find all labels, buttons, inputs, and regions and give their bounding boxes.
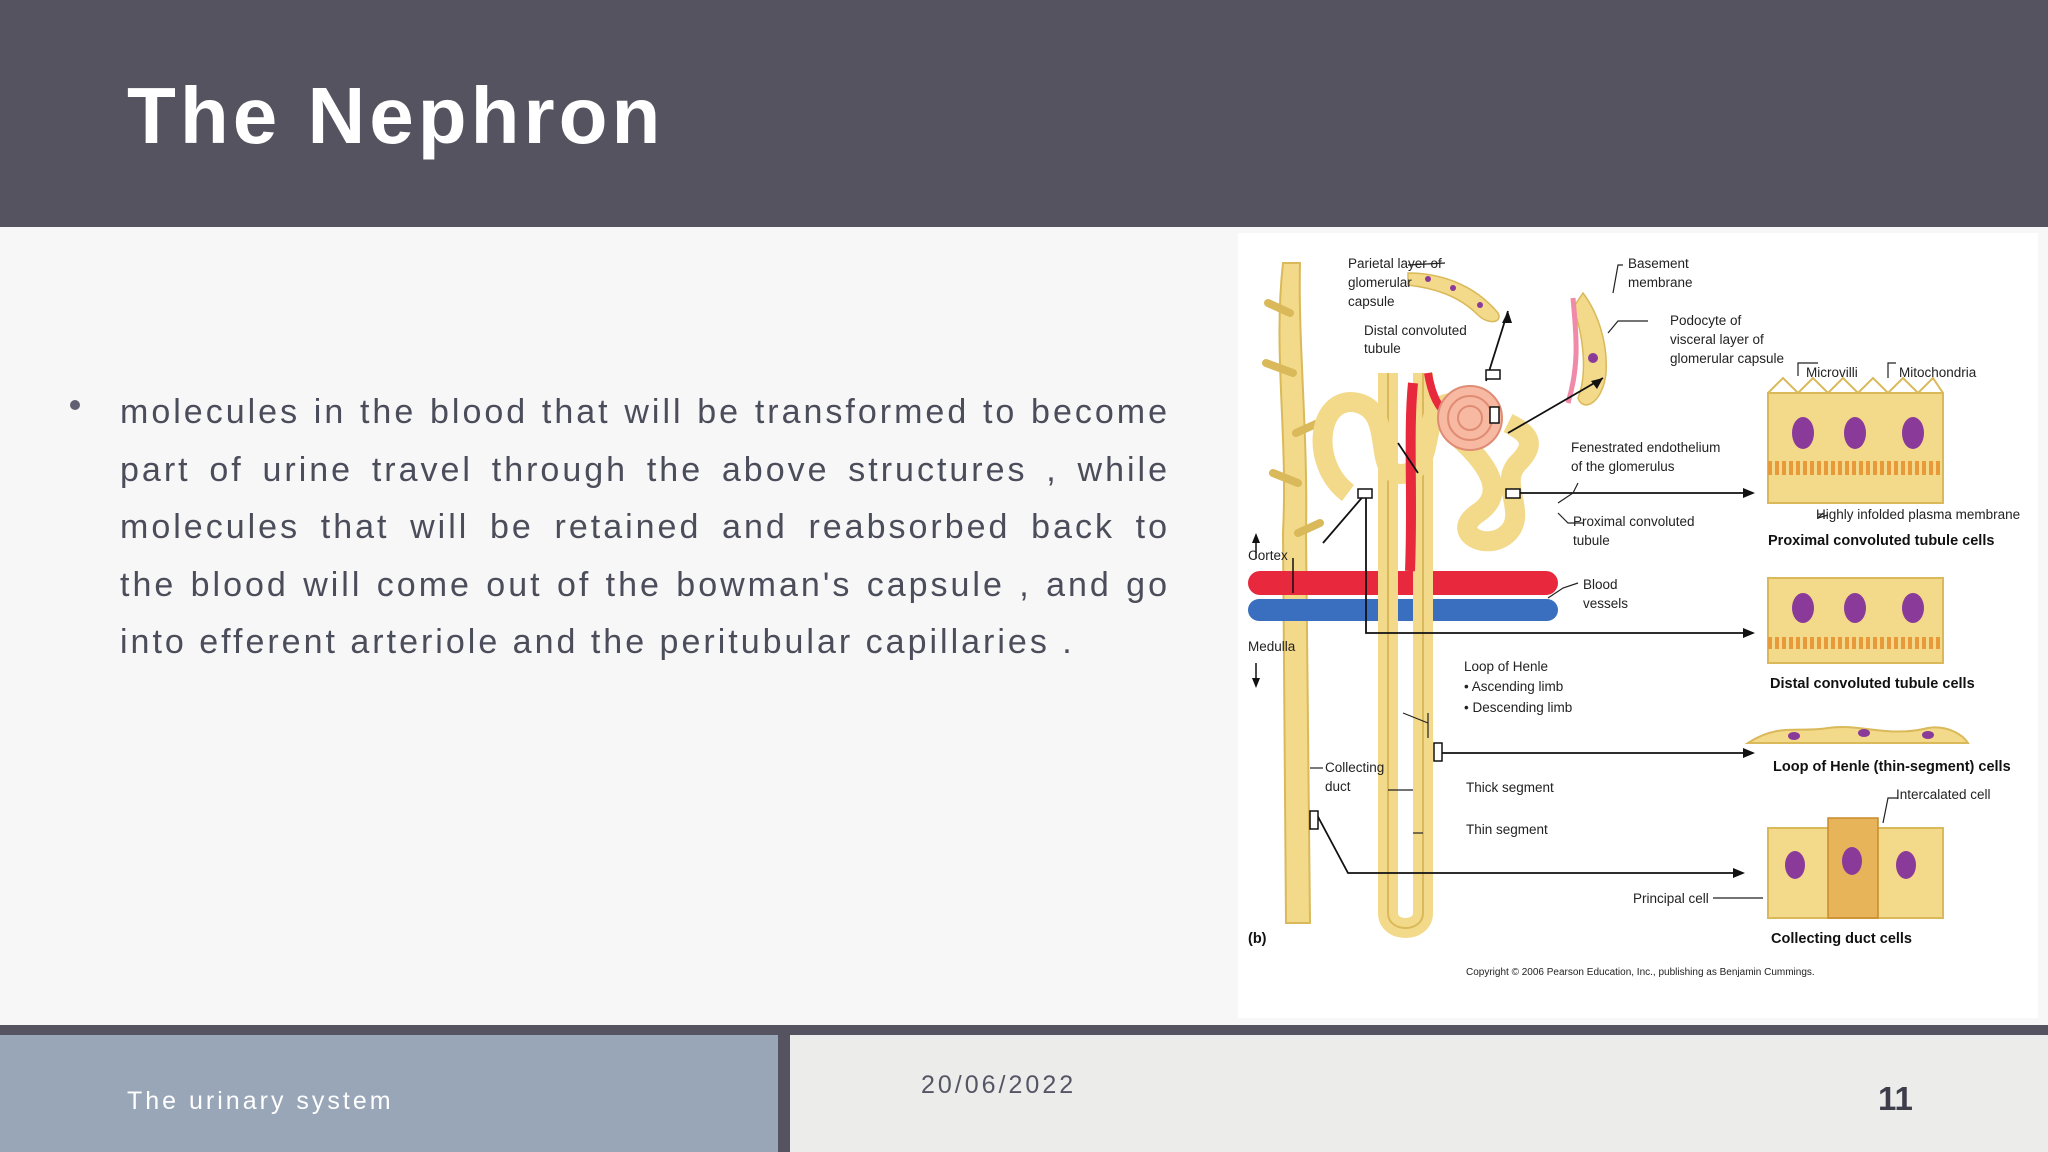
label-collecting-2: duct — [1325, 779, 1351, 794]
label-infolded: Highly infolded plasma membrane — [1816, 507, 2021, 522]
label-distal-tubule-1: Distal convoluted — [1364, 323, 1467, 338]
label-blood-vessels-2: vessels — [1583, 596, 1629, 611]
label-basement-1: Basement — [1628, 256, 1689, 271]
label-distal-cells: Distal convoluted tubule cells — [1770, 676, 1975, 692]
label-loop-3: • Descending limb — [1464, 700, 1573, 715]
bullet-text: molecules in the blood that will be transformed to become part of urine travel through the above structures , while molecules that will be retained and reabsorbed back to the blood will come out of the bowman's capsule , and go into efferent arteriole and the peritubular capillaries . — [120, 393, 1170, 661]
nephron-diagram — [1238, 233, 2038, 1018]
distal-cells-panel — [1768, 578, 1943, 663]
footer-subject: The urinary system — [127, 1087, 394, 1115]
bullet-dot-icon — [70, 400, 80, 410]
nephron-figure — [1238, 233, 2038, 1018]
label-blood-vessels-1: Blood — [1583, 577, 1618, 592]
label-parietal-1: Parietal layer of — [1348, 256, 1442, 271]
label-podocyte-1: Podocyte of — [1670, 313, 1742, 328]
label-fenestrated-2: of the glomerulus — [1571, 459, 1675, 474]
artery-band — [1248, 571, 1558, 595]
label-thin: Thin segment — [1466, 822, 1548, 837]
label-microvilli: Microvilli — [1806, 365, 1858, 380]
label-parietal-3: capsule — [1348, 294, 1395, 309]
label-copyright: Copyright © 2006 Pearson Education, Inc., publishing as Benjamin Cummings. — [1466, 967, 1815, 978]
label-mitochondria: Mitochondria — [1899, 365, 1977, 380]
label-cortex: Cortex — [1248, 548, 1288, 563]
label-medulla: Medulla — [1248, 639, 1296, 654]
label-podocyte-3: glomerular capsule — [1670, 351, 1785, 366]
label-principal: Principal cell — [1633, 891, 1709, 906]
label-loop-cells: Loop of Henle (thin-segment) cells — [1773, 759, 2011, 775]
label-b: (b) — [1248, 931, 1267, 947]
label-intercalated: Intercalated cell — [1896, 787, 1991, 802]
bullet-item — [70, 384, 1170, 672]
label-proximal-cells: Proximal convoluted tubule cells — [1768, 533, 1995, 549]
label-collecting-1: Collecting — [1325, 760, 1385, 775]
label-thick: Thick segment — [1466, 780, 1554, 795]
label-loop-2: • Ascending limb — [1464, 679, 1564, 694]
proximal-cells-panel — [1768, 378, 1943, 503]
label-podocyte-2: visceral layer of — [1670, 332, 1764, 347]
collecting-cells-panel — [1768, 818, 1943, 918]
label-parietal-2: glomerular — [1348, 275, 1412, 290]
footer-divider — [0, 1025, 2048, 1035]
label-proximal-tubule-1: Proximal convoluted — [1573, 514, 1695, 529]
slide-title: The Nephron — [127, 71, 665, 160]
footer-separator — [778, 1035, 790, 1152]
label-proximal-tubule-2: tubule — [1573, 533, 1610, 548]
footer-date: 20/06/2022 — [921, 1071, 1077, 1099]
label-basement-2: membrane — [1628, 275, 1693, 290]
label-fenestrated-1: Fenestrated endothelium — [1571, 440, 1721, 455]
vein-band — [1248, 599, 1558, 621]
label-collecting-cells: Collecting duct cells — [1771, 931, 1912, 947]
page-number: 11 — [1878, 1080, 1913, 1117]
label-distal-tubule-2: tubule — [1364, 341, 1401, 356]
loop-cells-panel — [1748, 727, 1968, 743]
label-loop-1: Loop of Henle — [1464, 659, 1549, 674]
